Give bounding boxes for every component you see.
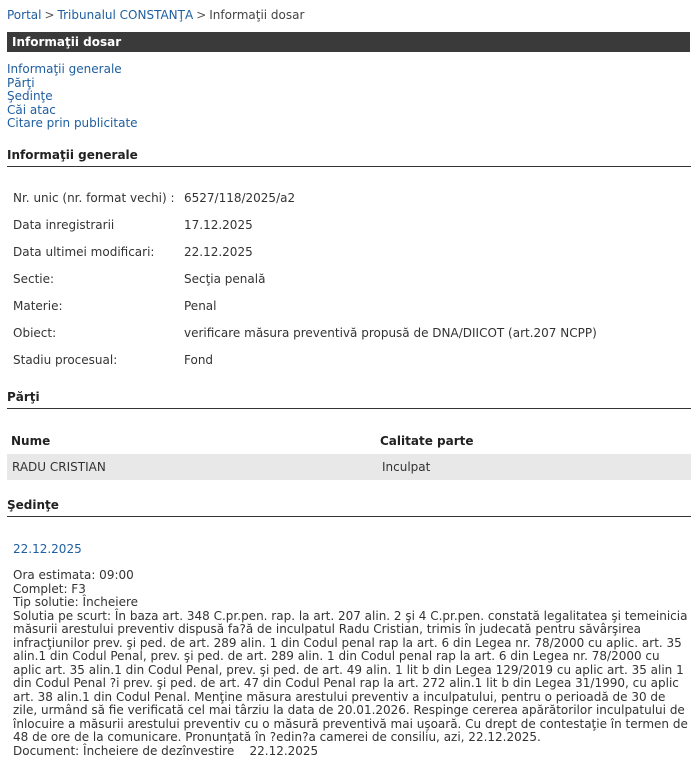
toc-link-citare[interactable]: Citare prin publicitate: [7, 116, 138, 130]
breadcrumb-separator: >: [44, 8, 55, 22]
breadcrumb-separator: >: [196, 8, 207, 22]
info-label: Obiect:: [13, 326, 57, 340]
breadcrumb-current: Informaţii dosar: [209, 8, 305, 22]
info-label: Data inregistrarii: [13, 218, 115, 232]
info-value: 6527/118/2025/a2: [184, 191, 296, 205]
document: Document: Încheiere de dezînvestire 22.12.2025: [13, 743, 319, 758]
info-value: Secţia penală: [184, 272, 266, 286]
section-navigation: [7, 63, 138, 131]
breadcrumb-portal-link[interactable]: Portal: [7, 8, 42, 22]
info-value: verificare măsura preventivă propusă de DNA/DIICOT (art.207 NCPP): [184, 326, 597, 340]
toc-link-parti[interactable]: Părţi: [7, 75, 35, 90]
sedinta-details: [13, 569, 688, 758]
cell-nume: RADU CRISTIAN: [12, 460, 106, 474]
toc-link-cai-atac[interactable]: Căi atac: [7, 102, 56, 117]
table-row: [7, 454, 691, 480]
page-title: Informaţii dosar: [7, 32, 690, 52]
cell-calitate: Inculpat: [382, 460, 431, 474]
info-value: Fond: [184, 353, 214, 367]
column-header-nume: Nume: [11, 434, 51, 448]
toc-link-informatii-generale[interactable]: Informaţii generale: [7, 62, 122, 76]
info-label: Nr. unic (nr. format vechi) :: [13, 191, 175, 205]
parti-table-header: [7, 432, 691, 452]
sedinta-date: 22.12.2025: [13, 542, 82, 556]
section-heading-parti: Părţi: [7, 390, 691, 409]
section-heading-sedinte: Şedinţe: [7, 498, 691, 517]
info-value: 17.12.2025: [184, 218, 253, 232]
info-label: Data ultimei modificari:: [13, 245, 155, 259]
info-label: Materie:: [13, 299, 63, 313]
tip-solutie: Tip solutie: Încheiere: [13, 595, 139, 609]
info-value: 22.12.2025: [184, 245, 253, 259]
breadcrumb: [7, 8, 304, 22]
info-label: Sectie:: [13, 272, 55, 286]
complet: Complet: F3: [13, 581, 86, 596]
ora-estimata: Ora estimata: 09:00: [13, 568, 134, 582]
column-header-calitate: Calitate parte: [380, 434, 474, 448]
solutie-text: Solutia pe scurt: În baza art. 348 C.pr.pen. rap. la art. 207 alin. 2 şi 4 C.pr.pen. constată legalitatea şi temeinicia măsurii arestului preventiv dispusă fa?ă de inculpatul Radu Cristian, trimis în judecată pentru săvârşirea infracţiunilor prev. şi ped. de art. 289 alin. 1 din Codul penal rap la art. 6 din Legea nr. 78/2000 cu aplic. art. 35 alin.1 din Codul Penal, prev. şi ped. de art. 289 alin. 1 din Codul penal rap la art. 6 din Legea nr. 78/2000 cu aplic art. 35 alin.1 din Codul Penal, prev. şi ped. de art. 49 alin. 1 lit b din Legea 129/2019 cu aplic art. 35 alin 1 din Codul Penal ?i prev. şi ped. de art. 47 din Codul Penal rap la art. 272 alin.1 lit b din Legea 31/1990, cu aplic art. 38 alin.1 din Codul Penal. Menţine măsura arestului preventiv a inculpatului, pentru o perioadă de 30 de zile, urmând să fie verificată cel mai târziu la data de 20.01.2026. Respinge cererea apărătorilor inculpatului de înlocuire a măsurii arestului preventiv cu o măsură preventivă mai uşoară. Cu drept de contestaţie în termen de 48 de ore de la comunicare. Pronunţată în ?edin?a camerei de consiliu, azi, 22.12.2025.: [13, 608, 688, 744]
section-heading-informatii-generale: Informaţii generale: [7, 148, 691, 167]
info-value: Penal: [184, 299, 217, 313]
info-label: Stadiu procesual:: [13, 353, 118, 367]
toc-link-sedinte[interactable]: Şedinţe: [7, 89, 53, 103]
breadcrumb-tribunal-link[interactable]: Tribunalul CONSTANŢA: [57, 8, 194, 22]
